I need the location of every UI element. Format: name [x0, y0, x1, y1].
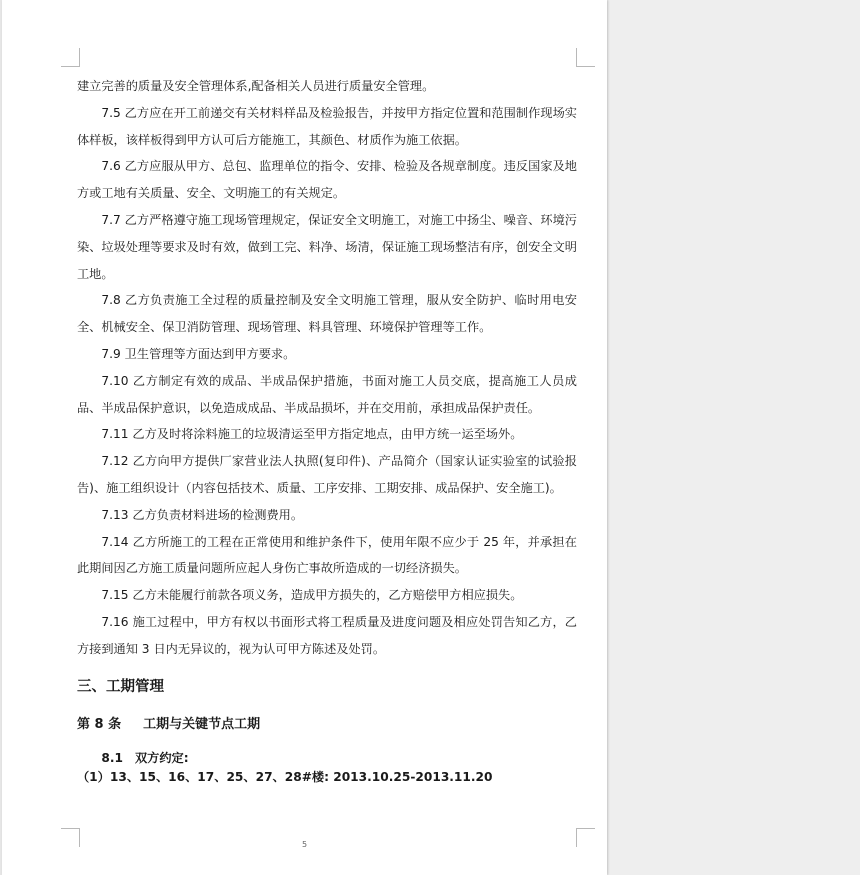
article-title: 工期与关键节点工期 [143, 716, 261, 732]
paragraph-7-9: 7.9 卫生管理等方面达到甲方要求。 [101, 346, 296, 361]
margin-mark-top-left [61, 48, 80, 67]
page-body[interactable] [77, 73, 577, 787]
paragraph-7-5: 7.5 乙方应在开工前递交有关材料样品及检验报告，并按甲方指定位置和范围制作现场实体样板，该样板得到甲方认可后方能施工，其颜色、材质作为施工依据。 [77, 105, 577, 147]
paragraph-7-11: 7.11 乙方及时将涂料施工的垃圾清运至甲方指定地点，由甲方统一运至场外。 [101, 427, 523, 442]
paragraph-continued: 建立完善的质量及安全管理体系,配备相关人员进行质量安全管理。 [77, 79, 435, 93]
paragraph-7-7: 7.7 乙方严格遵守施工现场管理规定，保证安全文明施工，对施工中扬尘、噪音、环境污染、垃圾处理等要求及时有效，做到工完、料净、场清，保证施工现场整洁有序，创安全文明工地。 [77, 212, 577, 281]
section-heading: 三、工期管理 [77, 678, 164, 695]
paragraph-7-13: 7.13 乙方负责材料进场的检测费用。 [101, 507, 304, 522]
subsection-number: 8.1 [101, 750, 123, 765]
paragraph-7-8: 7.8 乙方负责施工全过程的质量控制及安全文明施工管理，服从安全防护、临时用电安全、机械安全、保卫消防管理、现场管理、料具管理、环境保护管理等工作。 [77, 293, 577, 335]
paragraph-7-12: 7.12 乙方向甲方提供厂家营业法人执照(复印件)、产品简介（国家认证实验室的试验报告)、施工组织设计（内容包括技术、质量、工序安排、工期安排、成品保护、安全施工)。 [77, 454, 577, 495]
paragraph-7-10: 7.10 乙方制定有效的成品、半成品保护措施，书面对施工人员交底，提高施工人员成品、半成品保护意识，以免造成成品、半成品损坏，并在交用前，承担成品保护责任。 [77, 373, 577, 415]
margin-mark-top-right [576, 48, 595, 67]
article-heading [77, 715, 577, 735]
schedule-item: （1）13、15、16、17、25、27、28#楼: 2013.10.25-2013.11.20 [77, 769, 493, 784]
subsection-title: 双方约定: [134, 750, 189, 765]
paragraph-7-14: 7.14 乙方所施工的工程在正常使用和维护条件下，使用年限不应少于 25 年，并承担在此期间因乙方施工质量问题所应起人身伤亡事故所造成的一切经济损失。 [77, 534, 577, 576]
document-page [2, 0, 607, 875]
paragraph-7-16: 7.16 施工过程中，甲方有权以书面形式将工程质量及进度问题及相应处罚告知乙方，乙方接到通知 3 日内无异议的，视为认可甲方陈述及处罚。 [77, 614, 577, 656]
article-number: 第 8 条 [77, 716, 122, 732]
page-number: 5 [301, 840, 308, 849]
subsection-heading [77, 749, 577, 768]
paragraph-7-6: 7.6 乙方应服从甲方、总包、监理单位的指令、安排、检验及各规章制度。违反国家及地方或工地有关质量、安全、文明施工的有关规定。 [77, 159, 577, 201]
paragraph-7-15: 7.15 乙方未能履行前款各项义务，造成甲方损失的，乙方赔偿甲方相应损失。 [101, 588, 523, 603]
